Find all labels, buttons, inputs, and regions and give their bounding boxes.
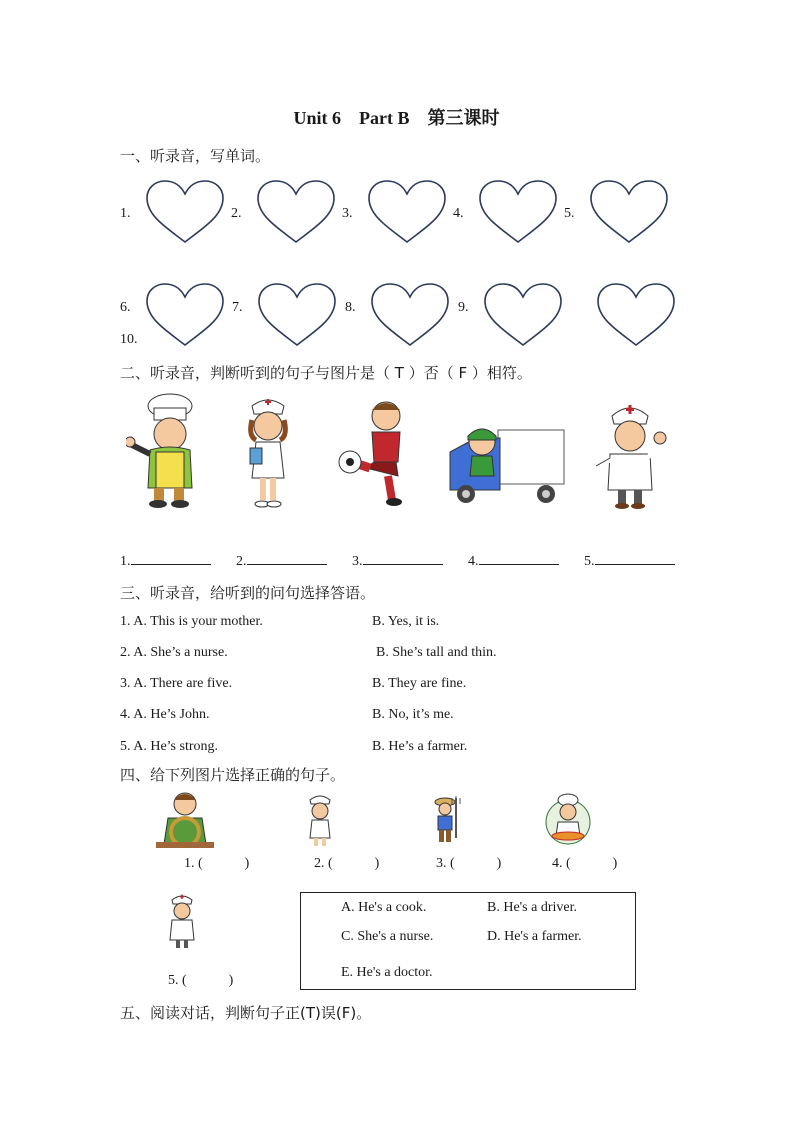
item-number: 5.	[584, 554, 595, 569]
heart-answer-box[interactable]	[596, 283, 676, 347]
answer-bracket[interactable]: 5. ( )	[168, 973, 234, 988]
heart-answer-box[interactable]	[370, 283, 450, 347]
item-number: 5.	[564, 206, 575, 221]
item-number: 2.	[236, 554, 247, 569]
heart-answer-box[interactable]	[367, 180, 447, 244]
answer-blank[interactable]	[595, 550, 675, 565]
sentence-option: B. He's a driver.	[487, 900, 578, 915]
answer-bracket[interactable]: 3. ( )	[436, 856, 502, 871]
item-number: 2.	[231, 206, 242, 221]
item-number: 3.	[352, 554, 363, 569]
answer-bracket[interactable]: 2. ( )	[314, 856, 380, 871]
item-number: 10.	[120, 332, 138, 347]
answer-blank[interactable]	[247, 550, 327, 565]
heart-answer-box[interactable]	[256, 180, 336, 244]
small-driver-picture	[154, 788, 216, 850]
answer-item	[120, 550, 211, 570]
heart-answer-box[interactable]	[478, 180, 558, 244]
item-number: 4.	[453, 206, 464, 221]
answer-item	[352, 550, 443, 570]
football-player-picture	[336, 396, 416, 508]
small-doctor-picture	[164, 892, 200, 952]
section3-heading: 三、听录音，给听到的问句选择答语。	[120, 584, 376, 602]
nurse-picture	[236, 392, 300, 512]
small-cook-picture	[544, 792, 592, 846]
heart-answer-box[interactable]	[483, 283, 563, 347]
section4-heading: 四、给下列图片选择正确的句子。	[120, 766, 346, 784]
item-number: 1.	[120, 206, 131, 221]
section2-heading: 二、听录音，判断听到的句子与图片是（ T ）否（ F ）相符。	[120, 364, 532, 382]
item-number: 3.	[342, 206, 353, 221]
option-b[interactable]: B. They are fine.	[372, 676, 467, 691]
answer-bracket[interactable]: 1. ( )	[184, 856, 250, 871]
heart-answer-box[interactable]	[145, 283, 225, 347]
small-nurse-picture	[302, 792, 338, 848]
answer-blank[interactable]	[479, 550, 559, 565]
option-a[interactable]: 5. A. He’s strong.	[120, 739, 218, 754]
item-number: 4.	[468, 554, 479, 569]
small-farmer-picture	[432, 794, 462, 846]
heart-answer-box[interactable]	[589, 180, 669, 244]
page-title: Unit 6 Part B 第三课时	[293, 108, 500, 128]
sentence-option: D. He's a farmer.	[487, 929, 582, 944]
doctor-picture	[592, 400, 668, 512]
heart-answer-box[interactable]	[145, 180, 225, 244]
option-a[interactable]: 1. A. This is your mother.	[120, 614, 263, 629]
cook-picture	[126, 392, 202, 510]
sentence-option: C. She's a nurse.	[341, 929, 434, 944]
answer-blank[interactable]	[131, 550, 211, 565]
item-number: 6.	[120, 300, 131, 315]
option-a[interactable]: 4. A. He’s John.	[120, 707, 210, 722]
item-number: 7.	[232, 300, 243, 315]
item-number: 9.	[458, 300, 469, 315]
sentence-option: E. He's a doctor.	[341, 965, 433, 980]
section5-heading: 五、阅读对话，判断句子正(T)误(F)。	[120, 1004, 372, 1022]
item-number: 1.	[120, 554, 131, 569]
answer-item	[236, 550, 327, 570]
driver-picture	[446, 418, 568, 506]
answer-item	[468, 550, 559, 570]
answer-item	[584, 550, 675, 570]
option-b[interactable]: B. Yes, it is.	[372, 614, 440, 629]
option-a[interactable]: 2. A. She’s a nurse.	[120, 645, 228, 660]
option-b[interactable]: B. She’s tall and thin.	[376, 645, 497, 660]
section1-heading: 一、听录音，写单词。	[120, 147, 271, 165]
answer-bracket[interactable]: 4. ( )	[552, 856, 618, 871]
item-number: 8.	[345, 300, 356, 315]
heart-answer-box[interactable]	[257, 283, 337, 347]
option-b[interactable]: B. He’s a farmer.	[372, 739, 468, 754]
option-a[interactable]: 3. A. There are five.	[120, 676, 233, 691]
sentence-option: A. He's a cook.	[341, 900, 427, 915]
option-b[interactable]: B. No, it’s me.	[372, 707, 454, 722]
answer-blank[interactable]	[363, 550, 443, 565]
